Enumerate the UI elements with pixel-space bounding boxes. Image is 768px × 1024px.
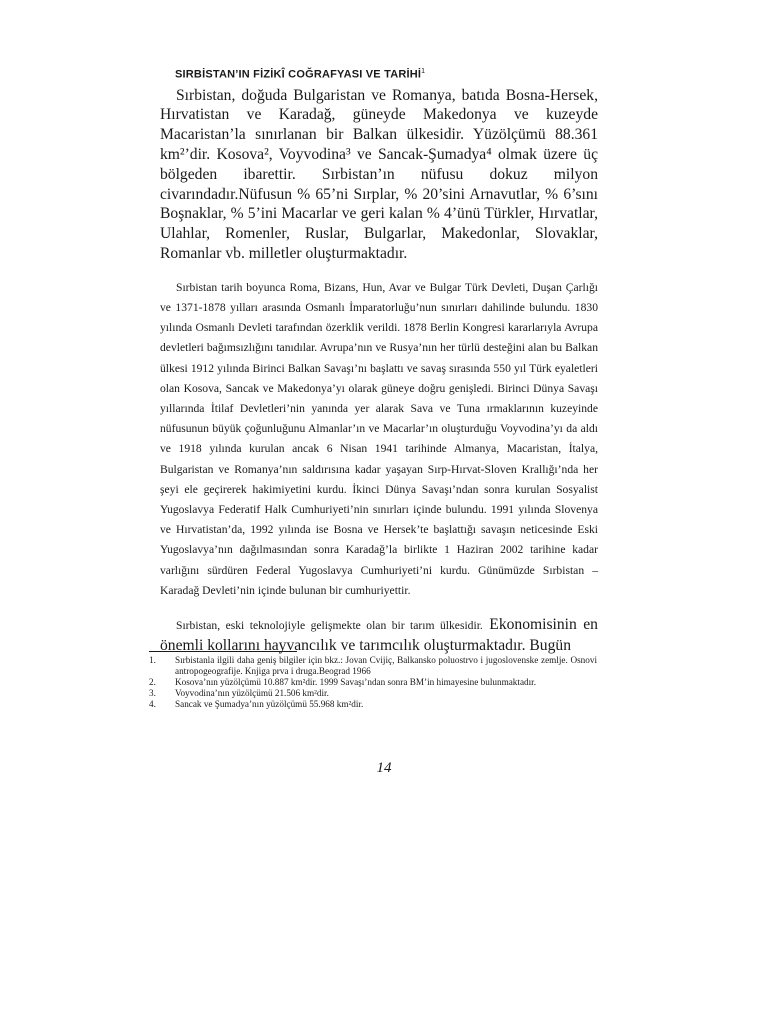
paragraph-intro: Sırbistan, doğuda Bulgaristan ve Romanya, batıda Bosna-Hersek, Hırvatistan ve Karadağ, güneyde Makedonya ve kuzeyde Macaristan’la sınırlanan bir Balkan ülkesidir. Yüzölçümü 88.361 km²’dir. Kosova², Voyvodina³ ve Sancak-Şumadya⁴ olmak üzere üç bölgeden ibarettir. Sırbistan’ın nüfusu dokuz milyon civarındadır.Nüfusun % 65’ni Sırplar, % 20’sini Arnavutlar, % 6’sını Boşnaklar, % 5’ini Macarlar ve geri kalan % 4’ünü Türkler, Hırvatlar, Ulahlar, Romenler, Ruslar, Bulgarlar, Makedonlar, Slovaklar, Romanlar vb. milletler oluşturmaktadır.: [160, 86, 598, 263]
footnote-text: Voyvodina’nın yüzölçümü 21.506 km²dir.: [175, 688, 329, 698]
footnote-text: Sancak ve Şumadya’nın yüzölçümü 55.968 km²dir.: [175, 699, 364, 709]
footnote-number: 1.: [149, 655, 156, 665]
footnote-number: 4.: [149, 699, 156, 709]
paragraph-history: Sırbistan tarih boyunca Roma, Bizans, Hun, Avar ve Bulgar Türk Devleti, Duşan Çarlığı ve 1371-1878 yılları arasında Osmanlı İmparatorluğu’nun sınırları dahilinde bulundu. 1830 yılında Osmanlı Devleti tarafından özerklik verildi. 1878 Berlin Kongresi kararlarıyla Avrupa devletleri bağımsızlığını tanıdılar. Avrupa’nın ve Rusya’nın her türlü desteğini alan bu Balkan ülkesi 1912 yılında Birinci Balkan Savaşı’nı başlattı ve savaş sırasında 550 yıl Türk eyaletleri olan Kosova, Sancak ve Makedonya’yı olarak güneye doğru genişledi. Birinci Dünya Savaşı yıllarında İtilaf Devletleri’nin yanında yer alarak Sava ve Tuna ırmaklarının kuzeyinde nüfusunun büyük çoğunluğunu Almanlar’ın ve Macarlar’ın oluşturduğu Voyvodina’yı da aldı ve 1918 yılında kurulan ancak 6 Nisan 1941 tarihinde Almanya, Macaristan, İtalya, Bulgaristan ve Romanya’nın saldırısına kadar yaşayan Sırp-Hırvat-Sloven Krallığı’nda her şeyi ele geçirerek hakimiyetini kurdu. İkinci Dünya Savaşı’ndan sonra kurulan Sosyalist Yugoslavya Federatif Halk Cumhuriyeti’nin sınırları içinde bulundu. 1991 yılında Slovenya ve Hırvatistan’da, 1992 yılında ise Bosna ve Hersek’te başlattığı savaşın neticesinde Eski Yugoslavya’nın dağılmasından sonra Karadağ’la birlikte 1 Haziran 2002 tarihine kadar varlığını sürdüren Federal Yugoslavya Cumhuriyeti’ni kurdu. Günümüzde Sırbistan – Karadağ Devleti’nin içinde bulunan bir cumhuriyettir.: [160, 280, 598, 597]
footnote-item: [149, 677, 597, 688]
footnote-item: [149, 688, 597, 699]
footnote-text: Sırbistanla ilgili daha geniş bilgiler için bkz.: Jovan Cvijiç, Balkansko poluostrvo i jugoslovenske zemlje. Osnovi antropogeografije. Knjiga prva i druga.Beograd 1966: [175, 655, 597, 676]
footnote-divider: [149, 651, 297, 652]
page-body: [160, 68, 598, 657]
section-title-text: SIRBİSTAN’IN FİZİKÎ COĞRAFYASI VE TARİHİ: [175, 68, 422, 81]
footnote-item: [149, 699, 597, 710]
footnote-text: Kosova’nın yüzölçümü 10.887 km²dir. 1999 Savaşı’ndan sonra BM’in himayesine bulunmaktadır.: [175, 677, 537, 687]
footnote-number: 3.: [149, 688, 156, 698]
paragraph-economy-start: Sırbistan, eski teknolojiyle gelişmekte olan bir tarım ülkesidir.: [176, 619, 483, 633]
paragraph-economy-continued: Ekonomisinin en önemli kollarını hayvancılık ve tarımcılık oluşturmaktadır. Bugün: [160, 616, 598, 655]
title-footnote-ref: 1: [421, 68, 426, 75]
section-title: [175, 68, 598, 81]
footnotes: [149, 655, 597, 710]
footnote-number: 2.: [149, 677, 156, 687]
page-number: 14: [376, 760, 392, 776]
footnote-item: [149, 655, 597, 677]
